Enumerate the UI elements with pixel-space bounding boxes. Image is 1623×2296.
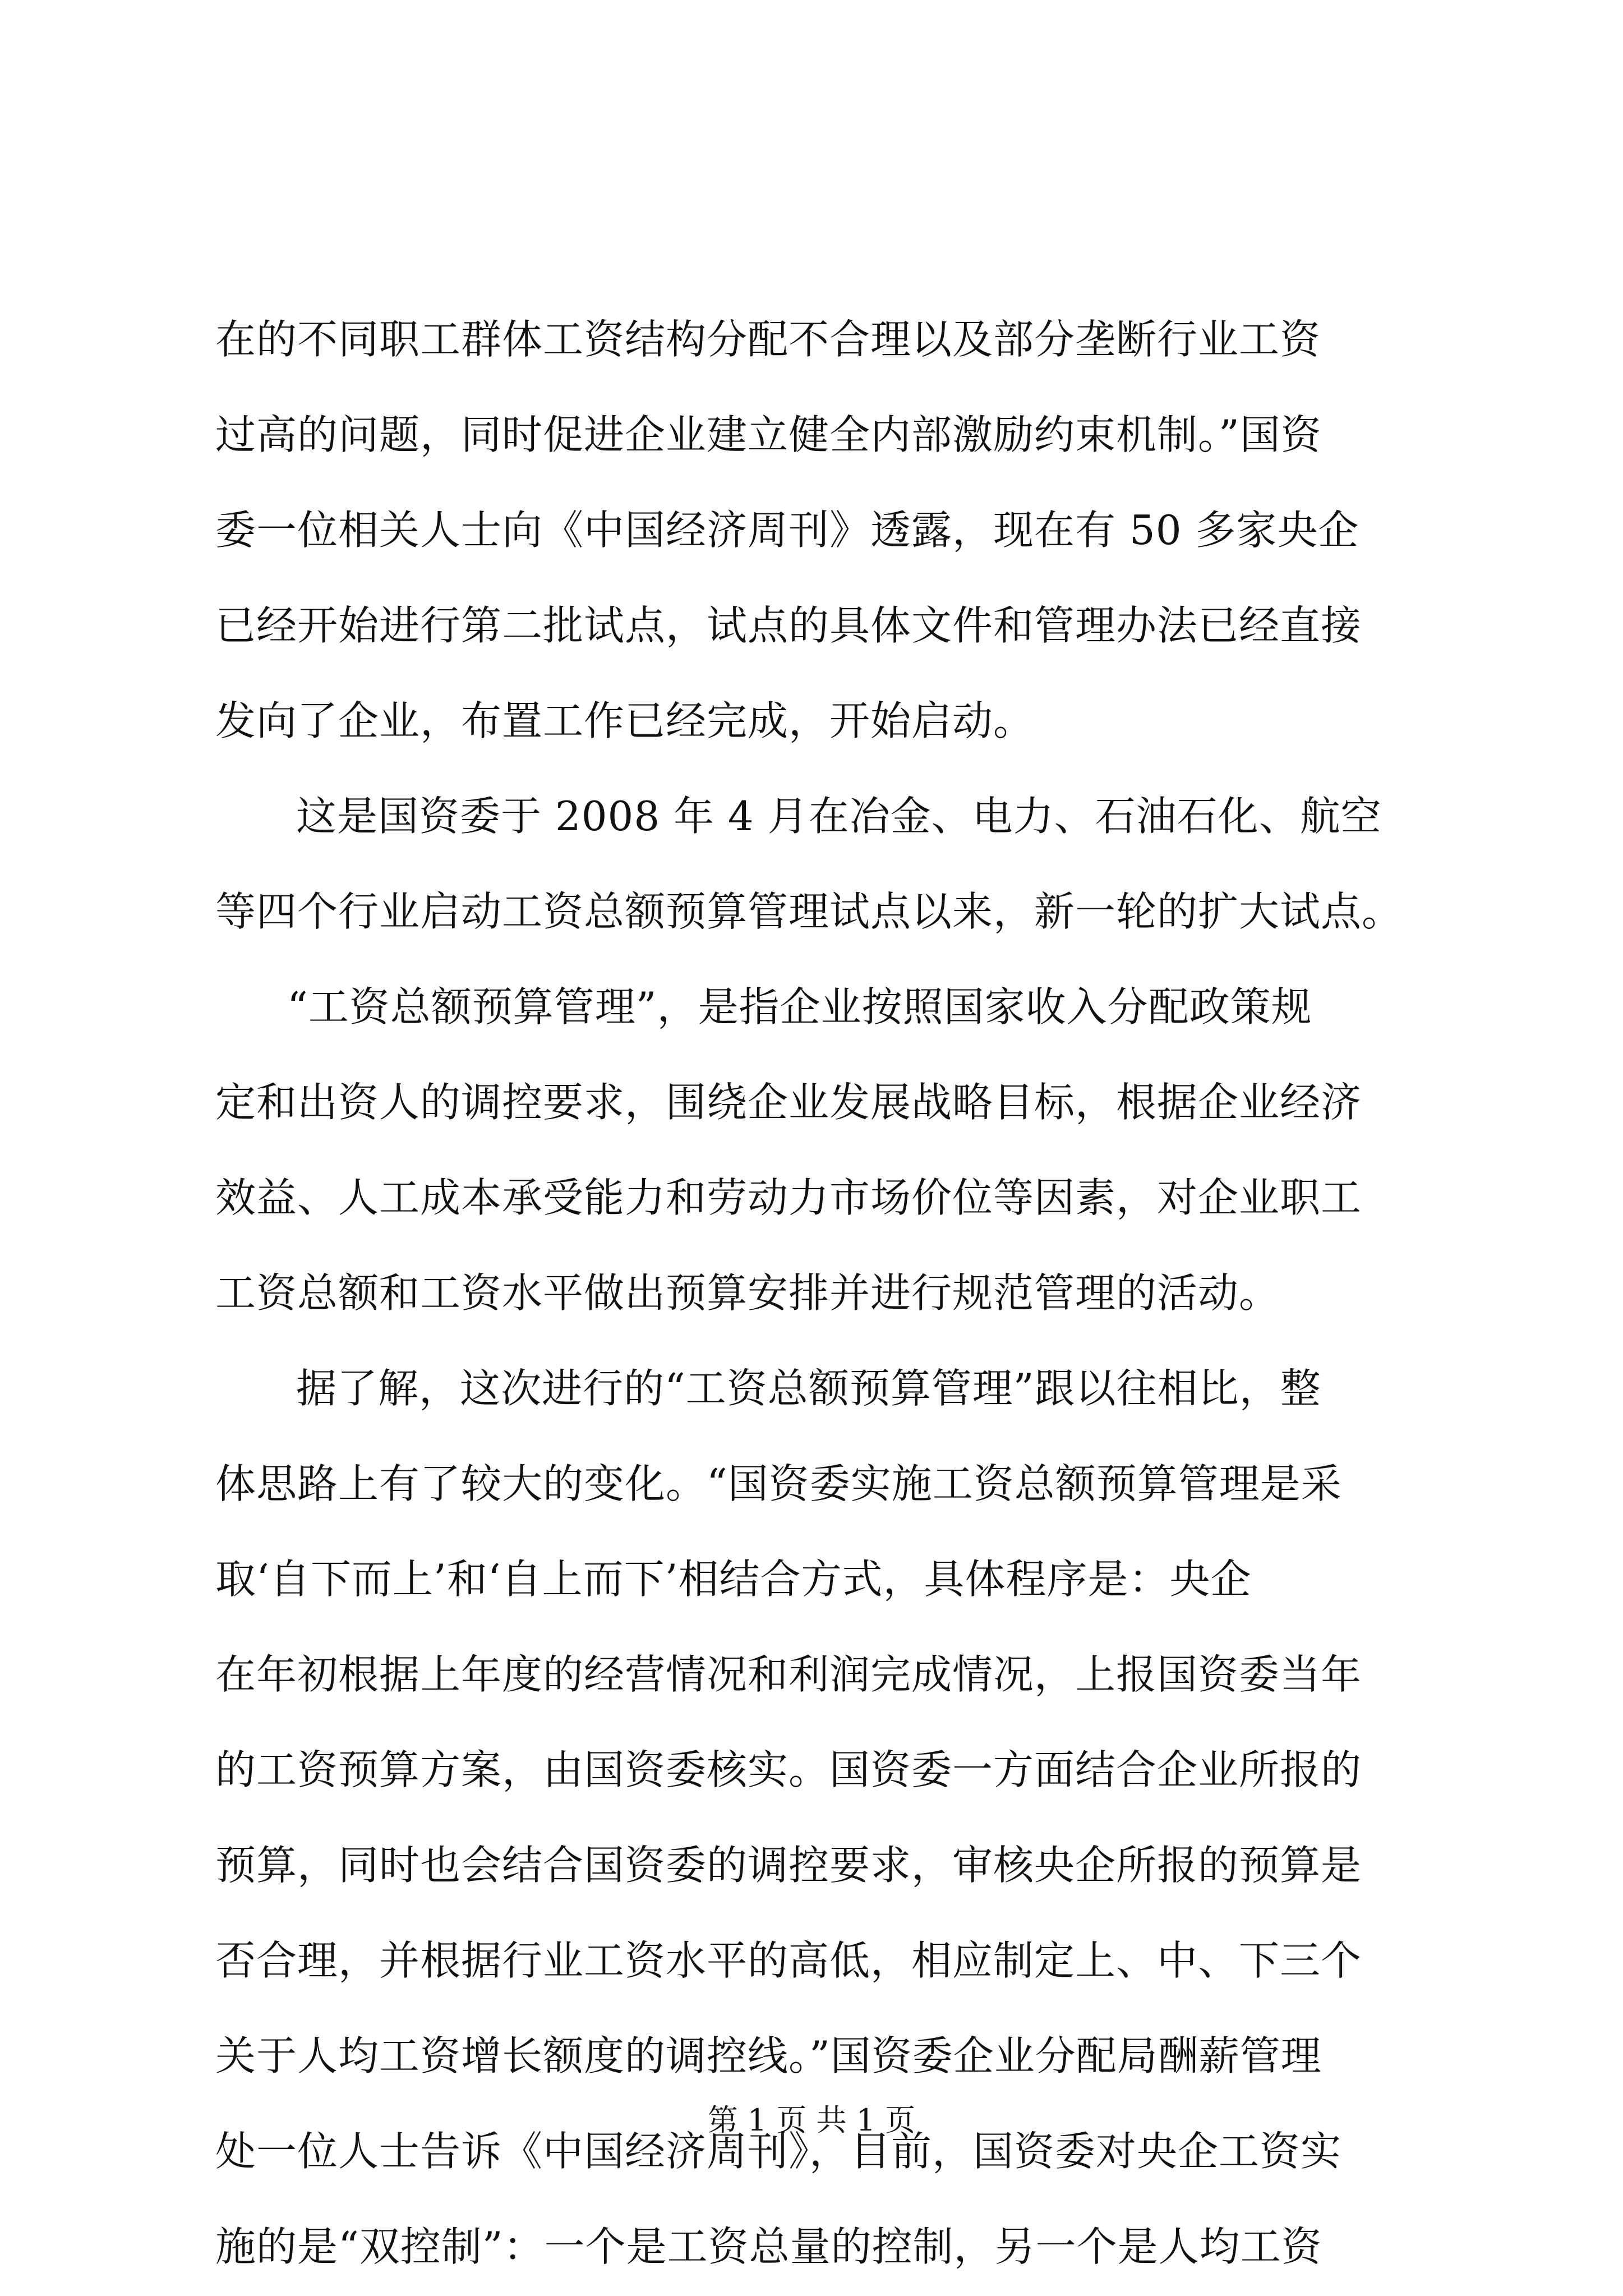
text-line: 处一位人士告诉《中国经济周刊》，目前，国资委对央企工资实 — [215, 2128, 1342, 2175]
paragraph-start-line: 这是国资委于 2008 年 4 月在冶金、电力、石油石化、航空 — [296, 793, 1382, 840]
text-line: 过高的问题，同时促进企业建立健全内部激励约束机制。”国资 — [215, 411, 1322, 458]
paragraph-start-line: 据了解，这次进行的“工资总额预算管理”跟以往相比，整 — [296, 1365, 1321, 1412]
text-line: 关于人均工资增长额度的调控线。”国资委企业分配局酬薪管理 — [215, 2032, 1322, 2079]
text-line: 施的是“双控制”：一个是工资总量的控制，另一个是人均工资 — [215, 2223, 1322, 2270]
paragraph-start-line: “工资总额预算管理”，是指企业按照国家收入分配政策规 — [287, 983, 1312, 1030]
text-line: 的工资预算方案，由国资委核实。国资委一方面结合企业所报的 — [215, 1746, 1362, 1793]
text-line: 委一位相关人士向《中国经济周刊》透露，现在有 50 多家央企 — [215, 507, 1359, 554]
text-line: 否合理，并根据行业工资水平的高低，相应制定上、中、下三个 — [215, 1937, 1362, 1984]
page-number-label: 第 1 页 共 1 页 — [707, 2102, 916, 2138]
page-footer — [0, 2098, 1623, 2143]
text-line: 等四个行业启动工资总额预算管理试点以来，新一轮的扩大试点。 — [215, 888, 1403, 935]
text-line: 工资总额和工资水平做出预算安排并进行规范管理的活动。 — [215, 1269, 1280, 1317]
text-line: 预算，同时也会结合国资委的调控要求，审核央企所报的预算是 — [215, 1842, 1362, 1889]
text-line: 已经开始进行第二批试点，试点的具体文件和管理办法已经直接 — [215, 602, 1362, 649]
text-line: 体思路上有了较大的变化。“国资委实施工资总额预算管理是采 — [215, 1460, 1342, 1507]
text-line: 效益、人工成本承受能力和劳动力市场价位等因素，对企业职工 — [215, 1174, 1362, 1221]
text-line: 取‘自下而上’和‘自上而下’相结合方式，具体程序是：央企 — [215, 1556, 1252, 1603]
body-text — [215, 292, 1420, 2294]
text-line: 在年初根据上年度的经营情况和利润完成情况，上报国资委当年 — [215, 1651, 1362, 1698]
text-line: 定和出资人的调控要求，围绕企业发展战略目标，根据企业经济 — [215, 1079, 1362, 1126]
text-line: 在的不同职工群体工资结构分配不合理以及部分垄断行业工资 — [215, 316, 1321, 363]
text-line: 发向了企业，布置工作已经完成，开始启动。 — [215, 697, 1035, 744]
